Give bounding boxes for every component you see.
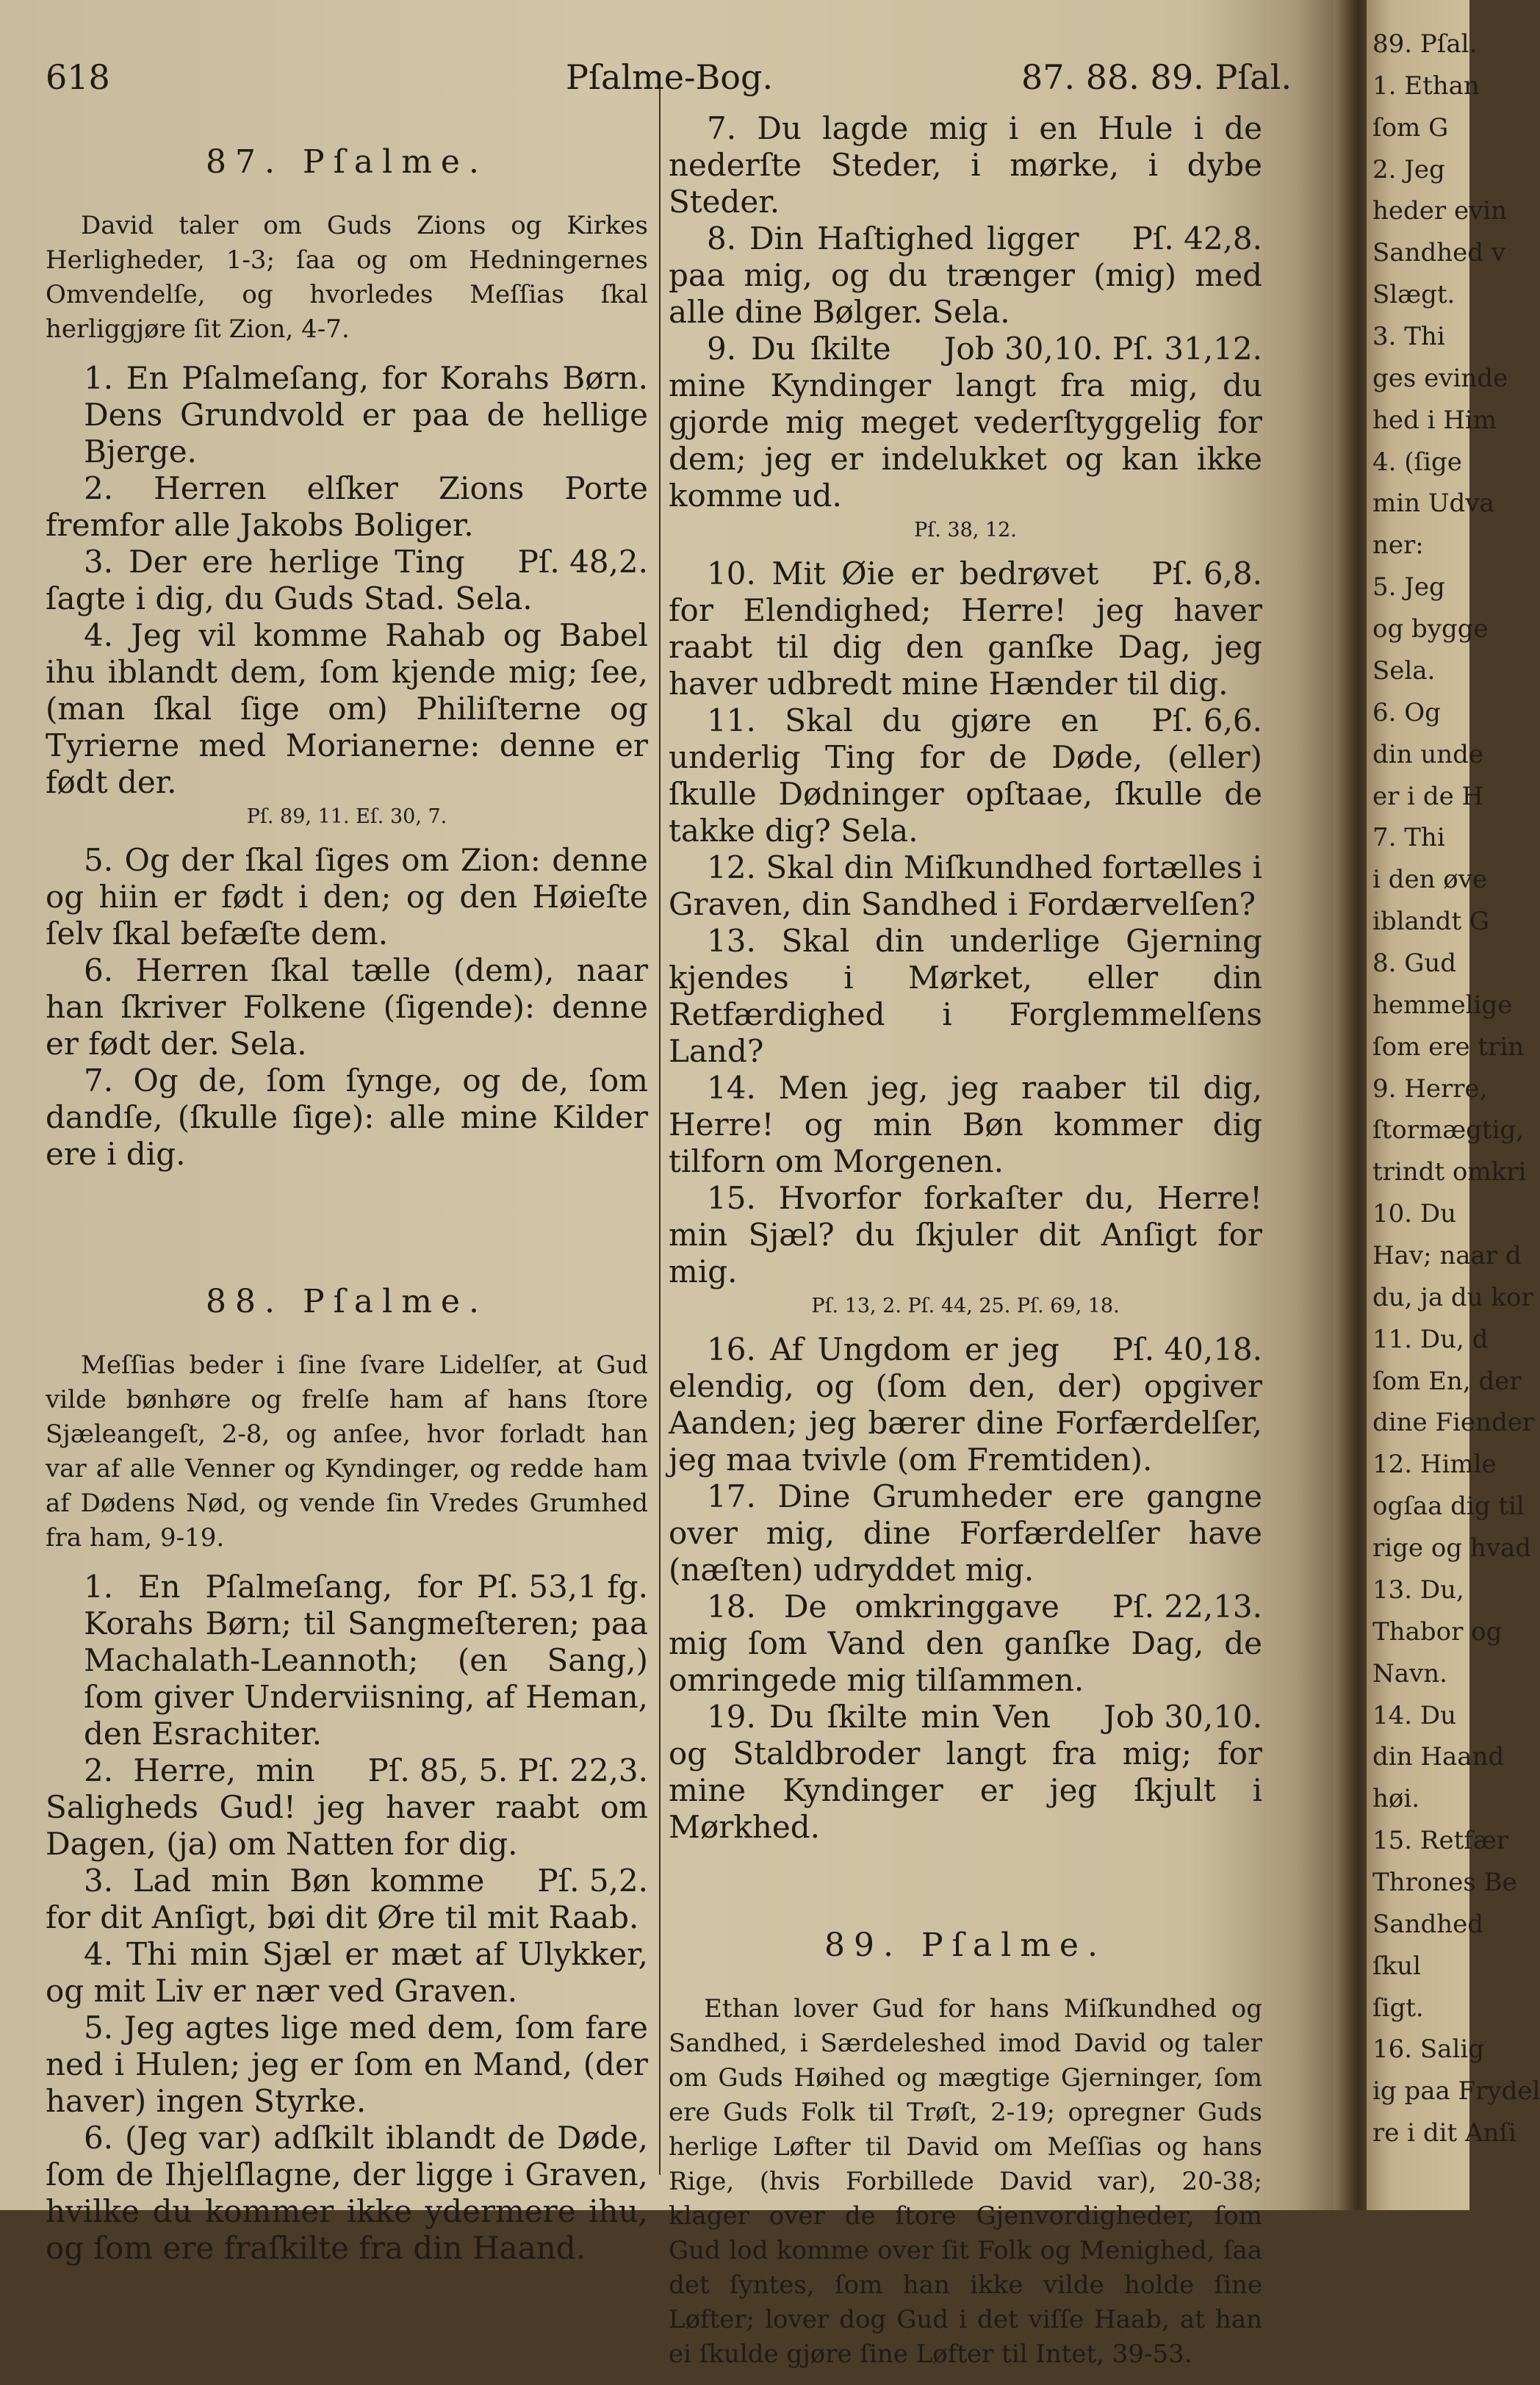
next-page-fragment: ſkul	[1372, 1951, 1421, 1981]
verse	[669, 1589, 1262, 1699]
verse-text: 3. Lad min Bøn komme for dit Anſigt, bøi dit Øre til mit Raab.	[46, 1863, 639, 1935]
next-page-fragment: trindt omkri	[1372, 1157, 1527, 1187]
verse-reference: Job 30,10.	[1104, 1699, 1262, 1735]
next-page-fragment: 11. Du, d	[1372, 1324, 1489, 1354]
column-divider	[659, 73, 661, 2175]
verse-text: 4. Jeg vil komme Rahab og Babel ihu iblandt dem, ſom kjende mig; ſee, (man ſkal ſige om) Philiſterne og Tyrierne med Morianerne: denne er født der.	[46, 617, 648, 800]
next-page-fragment: 16. Salig	[1372, 2035, 1484, 2065]
next-page-fragment: 2. Jeg	[1372, 154, 1445, 184]
verse	[46, 470, 648, 544]
verse	[46, 1863, 648, 1936]
psalm-87-verses	[46, 360, 648, 1173]
verse-text: 7. Og de, ſom ſynge, og de, ſom dandſe, (ſkulle ſige): alle mine Kilder ere i dig.	[46, 1062, 648, 1172]
verse	[669, 1070, 1262, 1180]
verse-text: 14. Men jeg, jeg raaber til dig, Herre! og min Bøn kommer dig tilforn om Morgenen.	[669, 1070, 1262, 1179]
next-page-fragment: er i de H	[1372, 781, 1484, 811]
verse-reference: Pſ. 6,8.	[1151, 555, 1262, 591]
verse-reference: Pſ. 40,18.	[1112, 1331, 1262, 1367]
next-page-fragment: Sela.	[1372, 655, 1436, 686]
psalm-88-verses-cont-b	[669, 555, 1262, 1290]
next-page-fragment: og bygge	[1372, 614, 1489, 644]
psalm-88-verses-cont-c	[669, 1331, 1262, 1846]
verse	[669, 555, 1262, 702]
verse	[46, 1752, 648, 1863]
next-page-fragment: min Udva	[1372, 489, 1494, 519]
next-page-fragment: 5. Jeg	[1372, 572, 1445, 602]
verse	[46, 1569, 648, 1752]
next-page-fragment: 4. (ſige	[1372, 447, 1462, 477]
verse-reference: Pſ. 48,2.	[517, 544, 648, 580]
verse	[46, 2120, 648, 2267]
psalm-89-title: 89. Pſalme.	[824, 1927, 1107, 1964]
next-page-fragment: Thrones Be	[1372, 1867, 1517, 1897]
verse-reference: Pſ. 6,6.	[1151, 702, 1262, 738]
verse	[669, 1699, 1262, 1846]
verse	[669, 1180, 1262, 1290]
verse-text: 5. Jeg agtes lige med dem, ſom fare ned i Hulen; jeg er ſom en Mand, (der haver) ingen Styrke.	[46, 2010, 648, 2119]
next-page-fragment: 14. Du	[1372, 1700, 1457, 1730]
verse-text: 13. Skal din underlige Gjerning kjendes i Mørket, eller din Retfærdighed i Forglemmelſens Land?	[669, 923, 1262, 1069]
next-page-fragment: Sandhed v	[1372, 238, 1506, 268]
next-page-fragment: re i dit Anſi	[1372, 2118, 1516, 2148]
verse-text: 12. Skal din Miſkundhed fortælles i Graven, din Sandhed i Fordærvelſen?	[669, 849, 1262, 922]
next-page-fragment: høi.	[1372, 1784, 1420, 1814]
verse	[669, 1331, 1262, 1478]
next-page-fragment: ogſaa dig til	[1372, 1492, 1525, 1522]
verse-reference: Pſ. 42,8.	[1131, 220, 1262, 256]
verse	[46, 2010, 648, 2120]
cross-reference: Pſ. 13, 2. Pſ. 44, 25. Pſ. 69, 18.	[811, 1295, 1120, 1317]
verse	[46, 1062, 648, 1173]
next-page-fragment: 3. Thi	[1372, 322, 1445, 352]
next-page-fragment: i den øve	[1372, 865, 1488, 895]
verse	[46, 952, 648, 1062]
psalm-88-title: 88. Pſalme.	[206, 1283, 488, 1320]
next-page-fragment: Slægt.	[1372, 280, 1456, 310]
right-column	[669, 110, 1262, 2385]
page-number: 618	[46, 57, 110, 97]
next-page-fragment: Navn.	[1372, 1658, 1447, 1688]
next-page-fragment: dine Fiender	[1372, 1408, 1535, 1438]
cross-reference: Pſ. 38, 12.	[914, 519, 1017, 542]
verse-text: 7. Du lagde mig i en Hule i de nederſte Steder, i mørke, i dybe Steder.	[669, 110, 1262, 220]
verse	[669, 331, 1262, 514]
next-page-fragment: ges evinde	[1372, 363, 1508, 393]
verse-reference: Job 30,10. Pſ. 31,12.	[943, 331, 1262, 367]
verse	[46, 544, 648, 617]
verse	[669, 923, 1262, 1070]
next-page-fragment: 9. Herre,	[1372, 1073, 1488, 1104]
verse	[46, 360, 648, 470]
next-page-fragment: 12. Himle	[1372, 1450, 1497, 1480]
verse-reference: Pſ. 85, 5. Pſ. 22,3.	[367, 1752, 648, 1788]
psalm-87-summary: David taler om Guds Zions og Kirkes Herligheder, 1-3; ſaa og om Hedningernes Omvendelſe, og hvorledes Meſſias ſkal herliggjøre ſit Zion, 4-7.	[46, 211, 648, 344]
next-page-fragment: hemmelige	[1372, 990, 1513, 1020]
next-page-fragment: ſom ere trin	[1372, 1032, 1525, 1062]
next-page-fragment: 10. Du	[1372, 1199, 1457, 1229]
next-page-fragment: din Haand	[1372, 1742, 1505, 1772]
cross-reference: Pſ. 89, 11. Eſ. 30, 7.	[246, 805, 447, 828]
next-page-fragment: ig paa Frydel	[1372, 2076, 1540, 2107]
next-page-fragment: rige og hvad	[1372, 1533, 1532, 1564]
next-page-fragment: 13. Du,	[1372, 1575, 1464, 1605]
psalm-88-summary: Meſſias beder i ſine ſvare Lidelſer, at Gud vilde bønhøre og frelſe ham af hans ſtore Sjæleangeſt, 2-8, og anſee, hvor forladt han var af alle Venner og Kyndinger, og redde ham af Dødens Nød, og vende ſin Vredes Grumhed fra ham, 9-19.	[46, 1350, 648, 1553]
next-page-fragment: ner:	[1372, 530, 1424, 561]
chapter-reference: 87. 88. 89. Pſal.	[1021, 57, 1292, 97]
next-page-fragment: 6. Og	[1372, 697, 1441, 727]
next-page-fragment: 8. Gud	[1372, 948, 1457, 978]
verse	[46, 842, 648, 952]
next-page-fragment: ſom G	[1372, 112, 1449, 143]
psalm-87-title: 87. Pſalme.	[206, 143, 488, 181]
next-page-fragment: 7. Thi	[1372, 823, 1445, 853]
next-page-fragment: 15. Retfær	[1372, 1826, 1509, 1856]
verse-text: 1. En Pſalmeſang, for Korahs Børn; til Sangmeſteren; paa Machalath-Leannoth; (en Sang,) ſom giver Underviisning, af Heman, den Esrachiter.	[84, 1569, 648, 1752]
next-page-fragment: hed i Him	[1372, 405, 1497, 435]
psalm-88-verses-cont-a	[669, 110, 1262, 514]
verse-text: 6. (Jeg var) adſkilt iblandt de Døde, ſom de Ihjelſlagne, der ligge i Graven, hvilke du kommer ikke ydermere ihu, og ſom ere fraſkilte fra din Haand.	[46, 2120, 648, 2266]
verse-reference: Pſ. 22,13.	[1112, 1589, 1262, 1625]
verse-reference: Pſ. 53,1 fg.	[476, 1569, 648, 1605]
verse-text: 9. Du ſkilte mine Kyndinger langt fra mig, du gjorde mig meget vederſtyggelig for dem; jeg er indelukket og kan ikke komme ud.	[669, 331, 1262, 514]
verse-text: 1. En Pſalmeſang, for Korahs Børn. Dens Grundvold er paa de hellige Bjerge.	[84, 360, 648, 470]
verse-text: 8. Din Haſtighed ligger paa mig, og du trænger (mig) med alle dine Bølger. Sela.	[669, 220, 1262, 330]
verse-text: 16. Af Ungdom er jeg elendig, og (ſom den, der) opgiver Aanden; jeg bærer dine Forfærdelſer, jeg maa tvivle (om Fremtiden).	[669, 1331, 1262, 1478]
next-page-fragment: Thabor og	[1372, 1616, 1503, 1647]
next-page-fragment: iblandt G	[1372, 907, 1490, 937]
verse-text: 5. Og der ſkal ſiges om Zion: denne og hiin er født i den; og den Høieſte ſelv ſkal befæſte dem.	[46, 842, 648, 952]
verse-text: 3. Der ere herlige Ting ſagte i dig, du Guds Stad. Sela.	[46, 544, 533, 616]
left-column	[46, 114, 648, 2267]
next-page-fragment: ſtormægtig,	[1372, 1115, 1525, 1145]
verse-text: 2. Herre, min Saligheds Gud! jeg haver raabt om Dagen, (ja) om Natten for dig.	[46, 1752, 648, 1862]
verse-text: 10. Mit Øie er bedrøvet for Elendighed; Herre! jeg haver raabt til dig den ganſke Dag, jeg haver udbredt mine Hænder til dig.	[669, 555, 1262, 702]
verse	[669, 849, 1262, 923]
verse-text: 2. Herren elſker Zions Porte fremfor alle Jakobs Boliger.	[46, 470, 648, 543]
psalm-88-verses	[46, 1569, 648, 2267]
verse	[669, 1478, 1262, 1589]
verse	[669, 110, 1262, 220]
next-page-fragment: heder evin	[1372, 196, 1508, 226]
verse-text: 18. De omkringgave mig ſom Vand den ganſke Dag, de omringede mig tilſammen.	[669, 1589, 1262, 1698]
psalm-89-summary: Ethan lover Gud for hans Miſkundhed og Sandhed, i Særdeleshed imod David og taler om Guds Høihed og mægtige Gjerninger, ſom ere Guds Folk til Trøſt, 2-19; opregner Guds herlige Løfter til David om Meſſias og hans Rige, (hvis Forbillede David var), 20-38; klager over de ſtore Gjenvordigheder, ſom Gud lod komme over ſit Folk og Menighed, ſaa det ſyntes, ſom han ikke vilde holde ſine Løfter; lover dog Gud i det viſſe Haab, at han ei ſkulde gjøre ſine Løfter til Intet, 39-53.	[669, 1994, 1262, 2369]
verse-text: 6. Herren ſkal tælle (dem), naar han ſkriver Folkene (ſigende): denne er født der. Sela.	[46, 952, 648, 1062]
verse-text: 17. Dine Grumheder ere gangne over mig, dine Forfærdelſer have (næſten) udryddet mig.	[669, 1478, 1262, 1588]
verse-text: 11. Skal du gjøre en underlig Ting for de Døde, (eller) ſkulle Dødninger opſtaae, ſkulle de takke dig? Sela.	[669, 702, 1262, 849]
verse	[669, 702, 1262, 849]
next-page-fragment: din unde	[1372, 739, 1484, 769]
next-page-edge	[1367, 0, 1540, 2210]
running-title: Pſalme-Bog.	[566, 57, 774, 97]
next-page-fragment: ſigt.	[1372, 1993, 1424, 2023]
verse	[669, 220, 1262, 331]
next-page-fragment: 1. Ethan	[1372, 71, 1480, 101]
next-page-fragment: ſom En, der	[1372, 1366, 1522, 1396]
verse-text: 4. Thi min Sjæl er mæt af Ulykker, og mit Liv er nær ved Graven.	[46, 1936, 648, 2009]
verse	[46, 617, 648, 801]
verse-reference: Pſ. 5,2.	[537, 1863, 648, 1899]
next-page-fragment: 89. Pſal.	[1372, 29, 1478, 59]
next-page-fragment: Sandhed	[1372, 1909, 1484, 1939]
verse-text: 15. Hvorfor forkaſter du, Herre! min Sjæl? du ſkjuler dit Anſigt for mig.	[669, 1180, 1262, 1289]
next-page-fragment: Hav; naar d	[1372, 1241, 1522, 1271]
next-page-fragment: du, ja du kor	[1372, 1282, 1533, 1312]
verse-text: 19. Du ſkilte min Ven og Staldbroder langt fra mig; for mine Kyndinger er jeg ſkjult i Mørkhed.	[669, 1699, 1262, 1845]
verse	[46, 1936, 648, 2010]
